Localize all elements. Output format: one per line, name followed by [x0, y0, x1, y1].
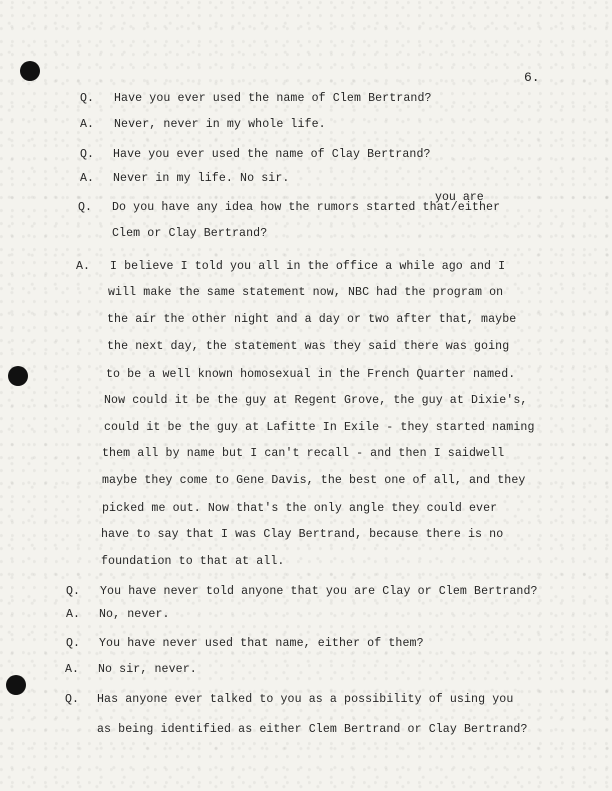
- punch-hole-middle: [8, 366, 28, 386]
- handwritten-insertion: you are: [435, 191, 484, 204]
- question-label: Q.: [66, 637, 80, 650]
- question-label: Q.: [65, 693, 79, 706]
- question-text-line: You have never told anyone that you are Clay or Clem Bertrand?: [100, 585, 538, 598]
- answer-text-line: No sir, never.: [98, 663, 197, 676]
- answer-text-line: them all by name but I can't recall - and then I saidwell: [102, 447, 505, 460]
- punch-hole-bottom: [6, 675, 26, 695]
- question-text-line: as being identified as either Clem Bertrand or Clay Bertrand?: [97, 723, 528, 736]
- answer-label: A.: [65, 663, 79, 676]
- answer-text-line: foundation to that at all.: [101, 555, 285, 568]
- answer-text-line: I believe I told you all in the office a while ago and I: [110, 260, 506, 273]
- answer-text-line: will make the same statement now, NBC had the program on: [108, 286, 504, 299]
- answer-text-line: Never, never in my whole life.: [114, 118, 326, 131]
- question-label: Q.: [80, 92, 94, 105]
- answer-text-line: to be a well known homosexual in the French Quarter named.: [106, 368, 516, 381]
- answer-text-line: No, never.: [99, 608, 170, 621]
- question-label: Q.: [78, 201, 92, 214]
- page-number: 6.: [524, 70, 540, 85]
- answer-text-line: picked me out. Now that's the only angle they could ever: [102, 502, 498, 515]
- answer-text-line: Never in my life. No sir.: [113, 172, 290, 185]
- answer-text-line: could it be the guy at Lafitte In Exile - they started naming: [104, 421, 535, 434]
- punch-hole-top: [20, 61, 40, 81]
- answer-text-line: the air the other night and a day or two after that, maybe: [107, 313, 517, 326]
- question-text-line: You have never used that name, either of them?: [99, 637, 424, 650]
- question-label: Q.: [80, 148, 94, 161]
- question-text-line: Do you have any idea how the rumors started that/either: [112, 201, 501, 214]
- answer-text-line: have to say that I was Clay Bertrand, because there is no: [101, 528, 504, 541]
- answer-text-line: maybe they come to Gene Davis, the best one of all, and they: [102, 474, 526, 487]
- answer-label: A.: [66, 608, 80, 621]
- question-label: Q.: [66, 585, 80, 598]
- answer-label: A.: [76, 260, 90, 273]
- question-text-line: Clem or Clay Bertrand?: [112, 227, 268, 240]
- question-text-line: Has anyone ever talked to you as a possibility of using you: [97, 693, 514, 706]
- answer-text-line: Now could it be the guy at Regent Grove, the guy at Dixie's,: [104, 394, 528, 407]
- answer-label: A.: [80, 118, 94, 131]
- answer-label: A.: [80, 172, 94, 185]
- question-text-line: Have you ever used the name of Clem Bertrand?: [114, 92, 432, 105]
- question-text-line: Have you ever used the name of Clay Bertrand?: [113, 148, 431, 161]
- answer-text-line: the next day, the statement was they said there was going: [107, 340, 510, 353]
